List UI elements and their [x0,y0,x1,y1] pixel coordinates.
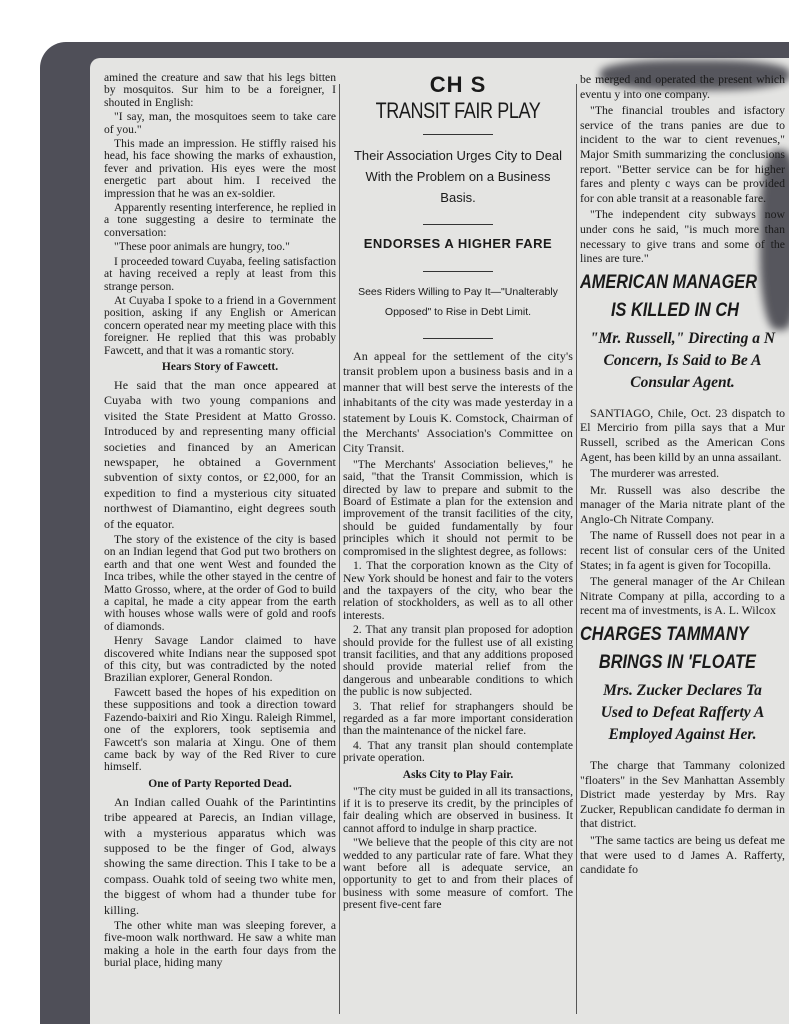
paragraph: Apparently resenting interference, he replied in a tone suggesting a desire to terminate the conversation: [104,201,336,239]
paragraph: 2. That any transit plan proposed for adoption should provide for the fullest use of all existing transit facilities, and that any additions proposed should provide material relief from the dangerous and unbearable conditions to which the public is now subjected. [343,623,573,699]
dek-line: Employed Against Her. [608,726,757,744]
paragraph: At Cuyaba I spoke to a friend in a Government position, asking if any English or American concern operated near my meeting place with this foreigner. He replied that this was probably Fawcett, and that it was a romantic story. [104,293,336,357]
lead-paragraph: An appeal for the settlement of the city's transit problem upon a business basis and in a manner that will best serve the interests of the inhabitants of the city was made yesterday in a statement by Louis K. Comstock, Chairman of the Merchants' Association's Committee on City Transit. [343,349,573,456]
paragraph: The general manager of the Ar Chilean Nitrate Company at pilla, according to a recent ma of investments, is A. L. Wilcox [580,574,785,618]
dek-line: Used to Defeat Rafferty A [600,704,765,722]
dek-line: Concern, Is Said to Be A [603,351,762,369]
paragraph: Mr. Russell was also describe the manager of the Maria nitrate plant of the Anglo-Ch Nitrate Company. [580,482,785,526]
headline-transit-fair-play: TRANSIT FAIR PLAY [375,98,541,123]
separator [423,271,493,272]
deck-riders-willing: Sees Riders Willing to Pay It—"Unalterably Opposed" to Rise in Debt Limit. [358,286,558,318]
masthead-fragment: CH S [429,72,487,97]
dek-line: Mrs. Zucker Declares Ta [603,682,762,700]
column-right-stories [580,72,785,1018]
column-transit-story [343,72,573,1018]
deck-association-urges: Their Association Urges City to Deal With the Problem on a Business Basis. [353,148,563,205]
paragraph: I proceeded toward Cuyaba, feeling satisfaction at having received a reply at least from this strange person. [104,254,336,293]
column-rule-1 [339,84,340,1014]
paragraph: SANTIAGO, Chile, Oct. 23 dispatch to El Mercirio from pilla says that a Mur Russell, scribed as the American Cons Agent, has been killd by an unna assailant. [580,405,785,464]
paragraph: "The financial troubles and isfactory service of the trans panies are due to incident to the war to cient revenues," Major Smith summarizing the conclusions report. "Better service can be for higher fares and plenty c ways can be provided for con able transit at a reasonable fare. [580,103,785,205]
paragraph: The story of the existence of the city is based on an Indian legend that God put two brothers on earth and that one went West and founded the Inca tribes, while the other stayed in the centre of Matto Grosso, where, at the order of God to build a capital, he made a city appear from the earth with houses whose walls were of gold and roofs of diamonds. [104,533,336,633]
paragraph: The charge that Tammany colonized "floaters" in the Sev Manhattan Assembly District made yesterday by Mrs. Ray Zucker, Republican candidate fo derman in that district. [580,758,785,831]
paragraph: The murderer was arrested. [590,466,720,481]
headline-killed: IS KILLED IN CH [610,299,739,321]
dek-line: "Mr. Russell," Directing a N [589,329,776,347]
paragraph: 4. That any transit plan should contemplate private operation. [343,738,573,765]
separator [423,338,493,339]
paragraph: Henry Savage Landor claimed to have discovered white Indians near the supposed spot of this city, but was contradicted by the noted Brazilian explorer, General Rondon. [104,634,336,685]
paragraph: "These poor animals are hungry, too." [114,240,290,254]
separator [423,224,493,225]
paragraph: "The Merchants' Association believes," he said, "that the Transit Commission, which is directed by law to prepare and submit to the Board of Estimate a plan for the extension and improvement of the transit facilities of the city, should be guided fundamentally by four principles which it should not permit to be compromised in the slightest degree, as follows: [343,457,573,558]
headline-american-manager: AMERICAN MANAGER [580,271,758,293]
column-rule-2 [576,84,577,1014]
paragraph: "The city must be guided in all its transactions, if it is to preserve its credit, by the principles of fair dealing which are observed in business. It cannot afford to indulge in sharp practice. [343,784,573,835]
headline-floaters: BRINGS IN 'FLOATE [598,652,756,674]
dek-line: Consular Agent. [630,373,735,391]
deck-endorses-fare: ENDORSES A HIGHER FARE [363,236,553,251]
dek-zucker [580,680,785,746]
headline-charges-tammany: CHARGES TAMMANY [580,624,749,646]
paragraph: "We believe that the people of this city are not wedded to any particular rate of fare. What they want before all is adequate service, an opportunity to get to and from their places of business with some measure of comfort. The present five-cent fare [343,836,573,912]
column-fawcett-story [104,72,336,1018]
dek-russell [580,328,785,394]
paragraph: be merged and operated the present which eventu y into one company. [580,72,785,101]
paragraph: 3. That relief for straphangers should be regarded as a far more important consideration than the maintenance of the nickel fare. [343,699,573,738]
paragraph: "I say, man, the mosquitoes seem to take care of you." [104,110,336,136]
subheading-party-reported-dead: One of Party Reported Dead. [148,777,292,790]
paragraph: This made an impression. He stiffly raised his head, his face showing the marks of exhaustion, fever and privation. His eyes were the most energetic part about him. I received the impression that he was an ex-soldier. [104,137,336,200]
subheading-asks-city: Asks City to Play Fair. [402,768,514,781]
paragraph: He said that the man once appeared at Cuyaba with two young companions and visited the State President at Matto Grosso. Introduced by and representing many official societies and financed by an American newspaper, he obtained a Government subvention of sixty contos, or £2,000, for an expedition to find a mysterious city situated northwest of Diamantino, eight degrees south of the equator. [104,377,336,531]
paragraph: An Indian called Ouahk of the Parintintins tribe appeared at Parecis, an Indian village, with a mysterious apparatus which was supposed to be the finger of God, always showing the same direction. This I take to be a compass. Ouahk told of seeing two white men, the biggest of whom had a thunder tube for killing. [104,794,336,917]
separator [423,134,493,135]
paragraph: 1. That the corporation known as the City of New York should be honest and fair to the voters and the taxpayers of the city, who bear the relation of stockholders, as well as to all other interests. [343,559,573,622]
subheading-hears-story: Hears Story of Fawcett. [161,360,279,373]
paragraph: "The independent city subways now under cons he said, "is much more than necessary to give trans and some of the lines are ture." [580,207,785,266]
paragraph: Fawcett based the hopes of his expedition on these suppositions and took a direction toward Fazendo-baixiri and Rio Xingu. Raleigh Rimmel, one of the explorers, took septisemia and Fawcett's son malaria at Xingu. One of them came back by way of the Red River to cure himself. [104,685,336,774]
paragraph: The other white man was sleeping forever, a five-moon walk northward. He saw a white man making a hole in the earth four days from the burial place, hiding many [104,918,336,970]
paragraph: "The same tactics are being us defeat me that were used to d James A. Rafferty, candidate fo [580,833,785,877]
paragraph: amined the creature and saw that his legs bitten by mosquitos. Sur him to be a foreigner, I shouted in English: [104,72,336,109]
paragraph: The name of Russell does not pear in a recent list of consular cers of the United States; in fa agent is given for Tocopilla. [580,528,785,572]
